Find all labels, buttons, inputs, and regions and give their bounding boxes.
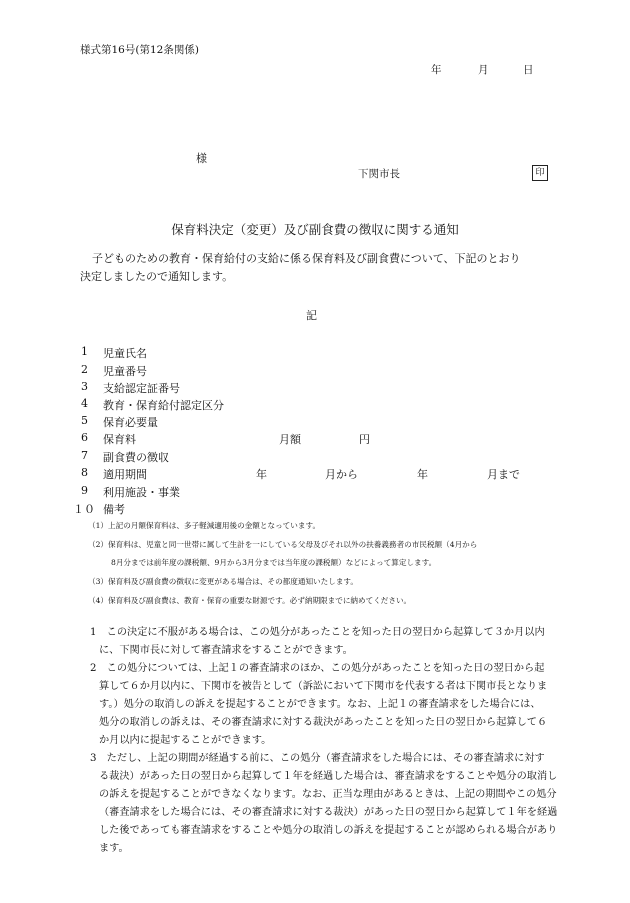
item-number: 1 (81, 345, 88, 358)
appeal-1-line-2: に、下関市長に対して審査請求をすることができます。 (99, 645, 353, 656)
item-label-period: 適用期間 (103, 468, 147, 481)
fee-yen-label: 円 (359, 433, 370, 446)
date-month-label: 月 (478, 64, 489, 76)
addressee-suffix: 様 (196, 152, 207, 165)
item-number: 2 (81, 363, 88, 376)
appeal-2-line-3: す。）処分の取消しの訴えを提起することができます。なお、上記１の審査請求をした場合には、 (99, 699, 541, 710)
item-label-facility: 利用施設・事業 (103, 486, 180, 499)
appeal-3-line-6: ます。 (99, 843, 129, 854)
item-number: 8 (81, 466, 88, 479)
item-label-childcare-fee: 保育料 (103, 433, 136, 446)
item-number: １０ (73, 503, 95, 516)
item-number: 3 (81, 380, 88, 393)
intro-line-2: 決定しましたので通知します。 (80, 270, 234, 283)
appeal-2-line-1: 2 この処分については、上記１の審査請求のほか、この処分があったことを知った日の翌日から起 (90, 663, 545, 674)
remark-note-2-cont: 8月分までは前年度の課税額、9月から3月分までは当年度の課税額）などによって算定します。 (111, 558, 437, 567)
item-number: 9 (81, 484, 88, 497)
item-label-certification-category: 教育・保育給付認定区分 (103, 399, 224, 412)
form-number: 様式第16号(第12条関係) (80, 44, 199, 56)
period-year-1: 年 (256, 468, 267, 481)
intro-line-1: 子どものための教育・保育給付の支給に係る保育料及び副食費について、下記のとおり (92, 252, 521, 265)
appeal-3-line-3: の訴えを提起することができなくなります。なお、正当な理由があるときは、上記の期間やこの処分 (99, 789, 557, 800)
item-label-remarks: 備考 (103, 503, 125, 516)
period-from: 月から (325, 468, 358, 481)
appeal-3-line-5: した後であっても審査請求をすることや処分の取消しの訴えを提起することが認められる場合があり (99, 825, 558, 836)
appeal-1-line-1: 1 この決定に不服がある場合は、この処分があったことを知った日の翌日から起算して３か月以内 (90, 627, 545, 638)
appeal-2-line-5: か月以内に提起することができます。 (99, 735, 272, 746)
ki-heading: 記 (306, 309, 317, 322)
remark-note-2: （2）保育料は、児童と同一世帯に属して生計を一にしている父母及びそれ以外の扶養義務者の市民税額（4月から (88, 540, 478, 549)
item-label-child-name: 児童氏名 (103, 347, 147, 360)
appeal-3-line-1: 3 ただし、上記の期間が経過する前に、この処分（審査請求をした場合には、その審査請求に対す (90, 753, 545, 764)
date-day-label: 日 (523, 64, 534, 76)
item-number: 6 (81, 431, 88, 444)
date-year-label: 年 (431, 64, 442, 76)
fee-monthly-label: 月額 (279, 433, 301, 446)
period-until: 月まで (487, 468, 520, 481)
item-number: 7 (81, 449, 88, 462)
item-number: 4 (81, 397, 88, 410)
appeal-2-line-4: 処分の取消しの訴えは、その審査請求に対する裁決があったことを知った日の翌日から起算して６ (99, 717, 548, 728)
item-label-child-number: 児童番号 (103, 365, 147, 378)
appeal-3-line-4: （審査請求をした場合には、その審査請求に対する裁決）があった日の翌日から起算して１年を経過 (99, 807, 558, 818)
appeal-3-line-2: る裁決）があった日の翌日から起算して１年を経過した場合は、審査請求をすることや処分の取消し (99, 771, 558, 782)
period-year-2: 年 (417, 468, 428, 481)
remark-note-1: （1）上記の月額保育料は、多子軽減適用後の金額となっています。 (88, 521, 321, 530)
item-label-certificate-number: 支給認定証番号 (103, 382, 180, 395)
item-number: 5 (81, 414, 88, 427)
document-title: 保育料決定（変更）及び副食費の徴収に関する通知 (171, 222, 459, 237)
remark-note-4: （4）保育料及び副食費は、教育・保育の重要な財源です。必ず納期限までに納めてください。 (88, 596, 412, 605)
appeal-2-line-2: 算して６か月以内に、下関市を被告として（訴訟において下関市を代表する者は下関市長となりま (99, 681, 548, 692)
issuer-name: 下関市長 (358, 168, 400, 180)
remark-note-3: （3）保育料及び副食費の徴収に変更がある場合は、その都度通知いたします。 (88, 577, 359, 586)
seal-mark: 印 (532, 165, 548, 181)
item-label-care-hours: 保育必要量 (103, 416, 158, 429)
item-label-meal-fee: 副食費の徴収 (103, 451, 169, 464)
